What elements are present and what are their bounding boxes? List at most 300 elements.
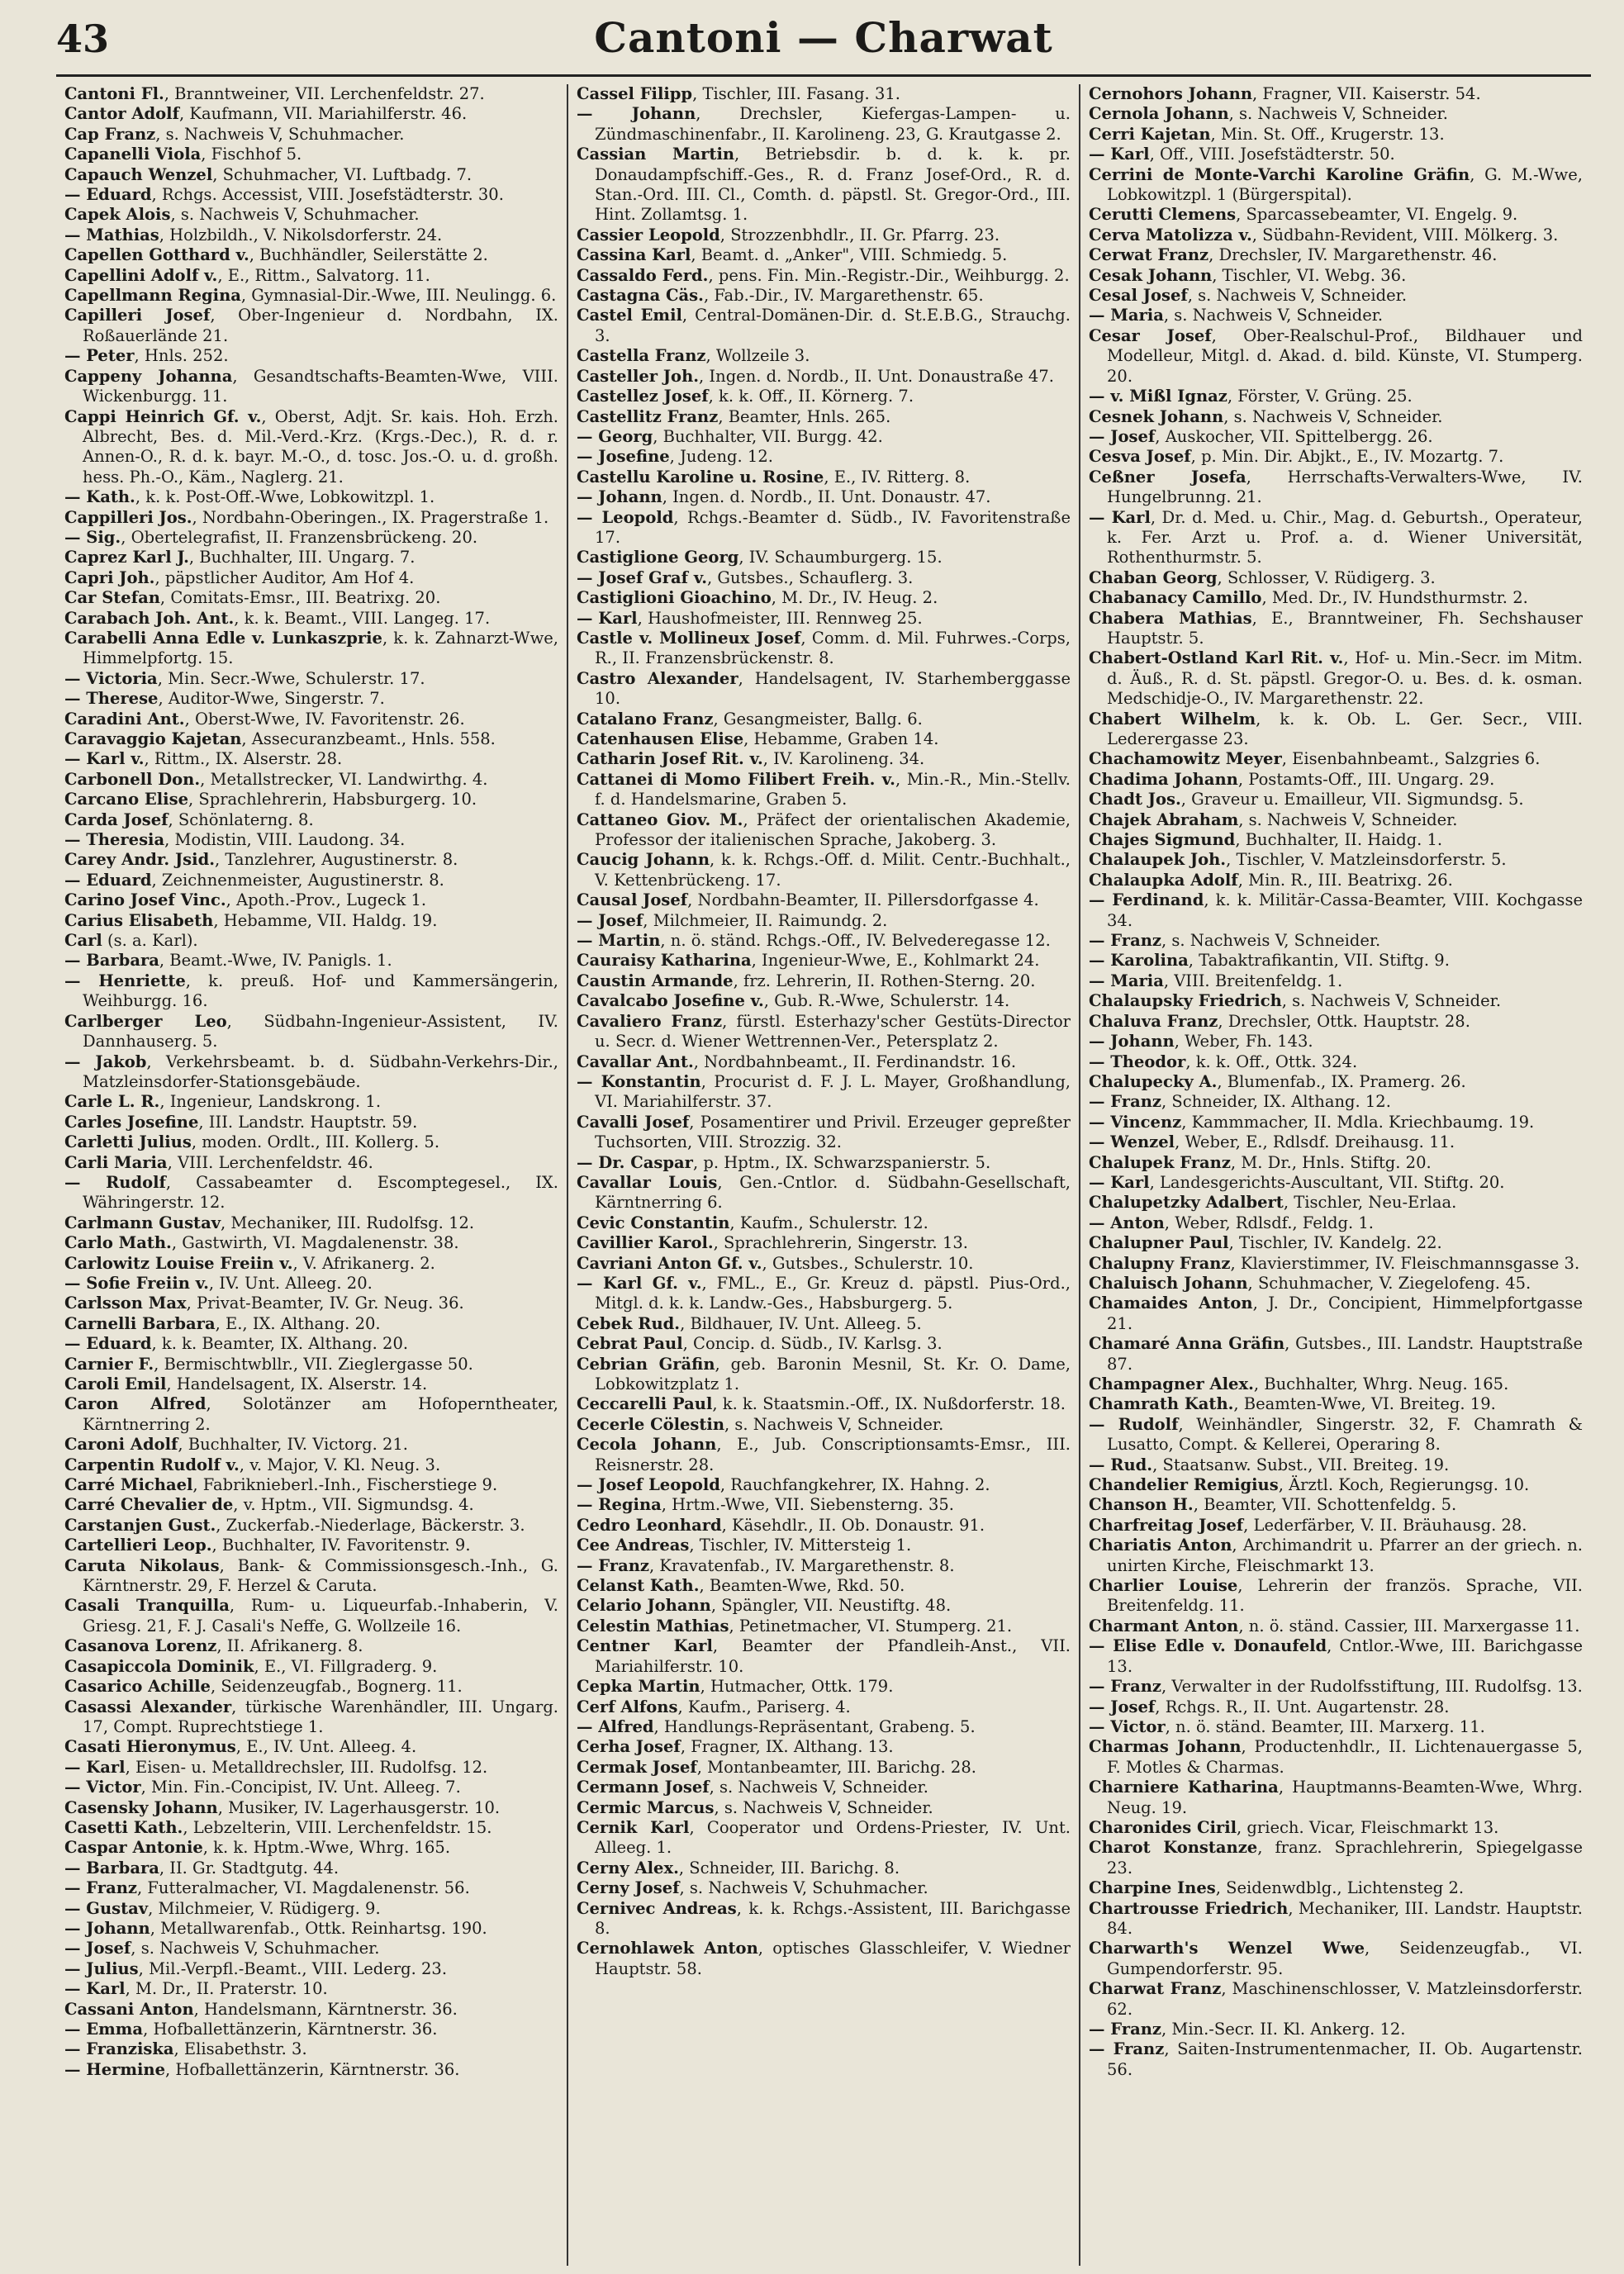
entry-name: Castellez Josef xyxy=(577,387,709,406)
entry-details: , IV. Unt. Alleeg. 20. xyxy=(208,1273,373,1293)
entry-details: , Kaufmann, VII. Mariahilferstr. 46. xyxy=(178,104,468,124)
entry-details: , n. ö. ständ. Cassier, III. Marxergasse 11. xyxy=(1238,1616,1580,1635)
entry-name: — Vincenz xyxy=(1089,1112,1182,1132)
entry-name: Carbonell Don. xyxy=(64,769,201,789)
entry-details: , Weber, Fh. 143. xyxy=(1174,1032,1313,1052)
entry-details: , Hof- u. Min.-Secr. im Mitm. d. Äuß., R. d. St. päpstl. Gregor-O. u. Bes. d. k. osman. Medschidje-O., IV. Margarethenstr. 22. xyxy=(1107,648,1583,709)
entry-details: , Solotänzer am Hofoperntheater, Kärntnerring 2. xyxy=(83,1394,558,1434)
entry-details: , Bildhauer, IV. Unt. Alleeg. 5. xyxy=(680,1313,922,1333)
column-left xyxy=(56,84,567,2266)
directory-entry xyxy=(1089,2020,1583,2039)
directory-entry xyxy=(64,2000,558,2020)
entry-details: , s. Nachweis V, Schneider. xyxy=(1238,809,1458,829)
entry-name: — Franz xyxy=(1089,1092,1161,1112)
directory-entry xyxy=(64,226,558,245)
entry-name: — Emma xyxy=(64,2020,144,2039)
entry-details: , Gutsbes., III. Landstr. Hauptstraße 87. xyxy=(1107,1334,1583,1374)
directory-entry xyxy=(64,346,558,366)
entry-name: Cerf Alfons xyxy=(577,1697,678,1716)
directory-entry xyxy=(1089,810,1583,830)
directory-entry xyxy=(577,508,1071,548)
entry-name: — Julius xyxy=(64,1958,139,1978)
entry-details: , s. Nachweis V, Schneider. xyxy=(1187,286,1408,306)
directory-entry xyxy=(1089,205,1583,225)
entry-details: , Concip. d. Südb., IV. Karlsg. 3. xyxy=(682,1334,943,1354)
entry-name: — Franz xyxy=(1089,2020,1161,2039)
entry-details: , Hofballettänzerin, Kärntnerstr. 36. xyxy=(165,2059,460,2079)
entry-details: , Privat-Beamter, IV. Gr. Neug. 36. xyxy=(186,1294,464,1313)
entry-name: Cavalli Josef xyxy=(577,1112,690,1132)
entry-name: — Dr. Caspar xyxy=(577,1152,693,1172)
directory-entry xyxy=(1089,890,1583,931)
directory-entry xyxy=(577,770,1071,810)
directory-entry xyxy=(64,1495,558,1515)
directory-entry xyxy=(1089,1495,1583,1515)
entry-details: , Ober-Realschul-Prof., Bildhauer und Modelleur, Mitgl. d. Akad. d. bild. Künste, VI. Stumperg. 20. xyxy=(1107,325,1583,386)
entry-name: — Barbara xyxy=(64,951,159,971)
entry-name: — Theresia xyxy=(64,830,165,850)
directory-entry xyxy=(64,145,558,164)
directory-entry xyxy=(64,84,558,104)
entry-name: — Josefine xyxy=(577,447,670,467)
entry-name: — Hermine xyxy=(64,2059,166,2079)
directory-entry xyxy=(577,1274,1071,1314)
entry-details: , Verkehrsbeamt. b. d. Südbahn-Verkehrs-Dir., Matzleinsdorfer-Stationsgebäude. xyxy=(83,1052,559,1091)
entry-name: Cerwat Franz xyxy=(1089,245,1209,265)
entry-name: Chabera Mathias xyxy=(1089,608,1252,628)
directory-entry xyxy=(64,245,558,265)
entry-name: Centner Karl xyxy=(577,1636,713,1656)
entry-details: , Min. St. Off., Krugerstr. 13. xyxy=(1210,124,1445,144)
entry-name: Cerutti Clemens xyxy=(1089,205,1237,225)
entry-details: , Metallstrecker, VI. Landwirthg. 4. xyxy=(200,769,488,789)
directory-entry xyxy=(64,1899,558,1919)
entry-name: — Leopold xyxy=(577,507,674,527)
entry-name: Cantor Adolf xyxy=(64,104,179,124)
entry-name: Carabelli Anna Edle v. Lunkaszprie xyxy=(64,628,382,648)
entry-details: , Oberst-Wwe, IV. Favoritenstr. 26. xyxy=(184,709,465,729)
entry-details: , k. k. Off., Ottk. 324. xyxy=(1185,1052,1358,1071)
directory-entry xyxy=(64,1737,558,1757)
directory-entry xyxy=(64,1455,558,1475)
entry-details: , Rittm., IX. Alserstr. 28. xyxy=(144,749,343,769)
entry-name: — Rud. xyxy=(1089,1455,1153,1474)
entry-details: , k. preuß. Hof- und Kammersängerin, Weihburgg. 16. xyxy=(83,971,558,1011)
directory-entry xyxy=(1089,850,1583,870)
directory-entry xyxy=(64,1132,558,1152)
directory-entry xyxy=(64,790,558,809)
directory-entry xyxy=(1089,1516,1583,1536)
entry-details: , Beamt. d. „Anker", VIII. Schmiedg. 5. xyxy=(691,245,1008,265)
entry-name: — Gustav xyxy=(64,1898,149,1918)
entry-name: Cesak Johann xyxy=(1089,265,1213,285)
directory-entry xyxy=(1089,468,1583,508)
entry-name: Cermann Josef xyxy=(577,1778,710,1797)
entry-details: , E., VI. Fillgraderg. 9. xyxy=(254,1656,438,1676)
directory-entry xyxy=(577,1435,1071,1475)
entry-name: Charwarth's Wenzel Wwe xyxy=(1089,1939,1365,1958)
entry-name: Chalupner Paul xyxy=(1089,1233,1229,1253)
entry-name: Castle v. Mollineux Josef xyxy=(577,628,801,648)
entry-details: , Klavierstimmer, IV. Fleischmannsgasse 3. xyxy=(1230,1253,1580,1273)
entry-details: , Productenhdlr., II. Lichtenauergasse 5, F. Motles & Charmas. xyxy=(1107,1737,1583,1777)
directory-entry xyxy=(577,1153,1071,1173)
entry-details: , fürstl. Esterhazy'scher Gestüts-Director u. Secr. d. Wiener Wettrennen-Ver., Petersplatz 2. xyxy=(595,1011,1071,1052)
directory-entry xyxy=(1089,145,1583,164)
directory-entry xyxy=(577,1052,1071,1072)
entry-details: , Drechsler, IV. Margarethenstr. 46. xyxy=(1209,245,1498,265)
entry-details: , Bermischtwbllr., VII. Zieglergasse 50. xyxy=(154,1354,473,1374)
directory-entry xyxy=(577,850,1071,890)
entry-name: Cebrat Paul xyxy=(577,1334,683,1354)
entry-details: , Bank- & Commissionsgesch.-Inh., G. Kärntnerstr. 29, F. Herzel & Caruta. xyxy=(83,1555,558,1596)
entry-details: , Cooperator und Ordens-Priester, IV. Unt. Alleeg. 1. xyxy=(595,1817,1071,1858)
directory-entry xyxy=(577,1213,1071,1233)
entry-details: , Verwalter in der Rudolfsstiftung, III. Rudolfsg. 13. xyxy=(1161,1677,1583,1697)
entry-name: Caron Alfred xyxy=(64,1394,207,1414)
directory-entry xyxy=(1089,749,1583,769)
entry-name: Carré Michael xyxy=(64,1475,193,1495)
entry-details: , k. k. Beamter, IX. Althang. 20. xyxy=(151,1334,409,1354)
entry-details: , Käsehdlr., II. Ob. Donaustr. 91. xyxy=(721,1515,985,1535)
directory-entry xyxy=(577,226,1071,245)
entry-details: , k. k. Rchgs.-Assistent, III. Barichgasse 8. xyxy=(595,1898,1071,1938)
entry-name: Cavillier Karol. xyxy=(577,1233,714,1253)
entry-details: , Lederfärber, V. II. Bräuhausg. 28. xyxy=(1243,1515,1527,1535)
entry-details: , Judeng. 12. xyxy=(669,447,773,467)
entry-details: , Nordbahn-Oberingen., IX. Pragerstraße 1. xyxy=(192,507,549,527)
directory-entry xyxy=(64,1294,558,1313)
entry-name: — Sofie Freiin v. xyxy=(64,1273,209,1293)
directory-entry xyxy=(64,810,558,830)
directory-entry xyxy=(1089,1193,1583,1213)
directory-entry xyxy=(1089,1616,1583,1636)
entry-details: , Buchhalter, VII. Burgg. 42. xyxy=(653,426,883,446)
directory-entry xyxy=(1089,447,1583,467)
entry-details: , Südbahn-Revident, VIII. Mölkerg. 3. xyxy=(1251,225,1559,244)
entry-details: , Rum- u. Liqueurfab.-Inhaberin, V. Griesg. 21, F. J. Casali's Neffe, G. Wollzeile 16. xyxy=(83,1596,558,1635)
entry-name: — Georg xyxy=(577,426,653,446)
entry-name: Cernivec Andreas xyxy=(577,1898,737,1918)
entry-name: Chalupecky A. xyxy=(1089,1071,1218,1091)
entry-details: , Südbahn-Ingenieur-Assistent, IV. Dannhauserg. 5. xyxy=(83,1011,558,1052)
entry-name: Cappilleri Jos. xyxy=(64,507,192,527)
entry-details: , Postamts-Off., III. Ungarg. 29. xyxy=(1237,769,1495,789)
entry-details: , s. Nachweis V, Schuhmacher. xyxy=(170,205,420,225)
entry-name: — Rudolf xyxy=(64,1172,166,1192)
entry-name: — Therese xyxy=(64,689,159,709)
directory-entry xyxy=(1089,1939,1583,1979)
entry-name: Cee Andreas xyxy=(577,1536,690,1555)
entry-details: , Kravatenfab., IV. Margarethenstr. 8. xyxy=(648,1555,955,1575)
entry-details: , Ingen. d. Nordb., II. Unt. Donaustr. 47. xyxy=(662,487,991,507)
entry-name: Caravaggio Kajetan xyxy=(64,729,242,748)
entry-name: Cedro Leonhard xyxy=(577,1515,722,1535)
entry-name: Carle L. R. xyxy=(64,1092,160,1112)
entry-name: Cavaliero Franz xyxy=(577,1011,723,1031)
entry-name: Caprez Karl J. xyxy=(64,548,189,567)
entry-details: , Auskocher, VII. Spittelbergg. 26. xyxy=(1155,426,1433,446)
entry-details: , Handelsmann, Kärntnerstr. 36. xyxy=(193,1999,458,2019)
directory-entry xyxy=(1089,830,1583,850)
directory-entry xyxy=(577,1878,1071,1898)
entry-name: Cerny Josef xyxy=(577,1878,680,1898)
directory-entry xyxy=(64,1556,558,1597)
directory-entry xyxy=(64,1092,558,1112)
entry-name: Chaluva Franz xyxy=(1089,1011,1218,1031)
directory-entry xyxy=(1089,931,1583,951)
directory-entry xyxy=(1089,971,1583,991)
entry-details: , Rchgs. R., II. Unt. Augartenstr. 28. xyxy=(1155,1697,1450,1716)
entry-details: , Min. Fin.-Concipist, IV. Unt. Alleeg. 7. xyxy=(140,1778,461,1797)
entry-name: Chandelier Remigius xyxy=(1089,1475,1279,1495)
entry-name: — Rudolf xyxy=(1089,1414,1179,1434)
directory-entry xyxy=(1089,407,1583,427)
entry-name: — Karl xyxy=(64,1757,126,1777)
directory-entry xyxy=(1089,710,1583,750)
entry-name: — Regina xyxy=(577,1495,662,1515)
entry-details: , Obertelegrafist, II. Franzensbrückeng. 20. xyxy=(121,527,478,547)
entry-name: Cecerle Cölestin xyxy=(577,1414,724,1434)
entry-name: Ceßner Josefa xyxy=(1089,467,1246,487)
directory-entry xyxy=(1089,1576,1583,1616)
directory-entry xyxy=(1089,1153,1583,1173)
entry-name: Cappeny Johanna xyxy=(64,366,233,386)
entry-name: Charfreitag Josef xyxy=(1089,1515,1244,1535)
directory-entry xyxy=(1089,266,1583,286)
directory-entry xyxy=(64,2020,558,2039)
directory-entry xyxy=(1089,770,1583,790)
entry-details: , Buchhändler, Seilerstätte 2. xyxy=(249,245,488,265)
entry-details: , Buchhalter, II. Haidg. 1. xyxy=(1235,830,1443,850)
entry-details: , Weinhändler, Singerstr. 32, F. Chamrath & Lusatto, Compt. & Kellerei, Operaring 8. xyxy=(1107,1414,1583,1455)
directory-entry xyxy=(1089,1294,1583,1334)
entry-name: Cecola Johann xyxy=(577,1435,717,1455)
entry-details: , k. k. Zahnarzt-Wwe, Himmelpfortg. 15. xyxy=(83,628,559,668)
directory-entry xyxy=(64,1919,558,1939)
entry-details: , Handelsagent, IV. Starhemberggasse 10. xyxy=(595,668,1071,709)
entry-details: , Fab.-Dir., IV. Margarethenstr. 65. xyxy=(703,286,984,306)
directory-entry xyxy=(1089,1374,1583,1394)
entry-details: , Betriebsdir. b. d. k. k. pr. Donaudampfschiff.-Ges., R. d. Franz Josef-Ord., R. d. Stan.-Ord. III. Cl., Comth. d. päpstl. St. Gregor-Ord., III. Hint. Zollamtsg. 1. xyxy=(595,145,1071,225)
directory-entry xyxy=(1089,871,1583,890)
directory-entry xyxy=(64,1859,558,1878)
entry-name: Cermak Josef xyxy=(577,1757,697,1777)
directory-entry xyxy=(577,447,1071,467)
directory-entry xyxy=(1089,245,1583,265)
directory-entry xyxy=(1089,790,1583,809)
entry-details: , Metallwarenfab., Ottk. Reinhartsg. 190. xyxy=(150,1918,487,1938)
entry-details: , Futteralmacher, VI. Magdalenenstr. 56. xyxy=(136,1878,470,1898)
entry-name: Champagner Alex. xyxy=(1089,1374,1254,1393)
directory-entry xyxy=(1089,286,1583,306)
directory-entry xyxy=(577,245,1071,265)
entry-details: , Beamten-Wwe, Rkd. 50. xyxy=(699,1576,905,1596)
directory-entry xyxy=(1089,1092,1583,1112)
entry-details: , Buchhalter, IV. Favoritenstr. 9. xyxy=(211,1536,471,1555)
directory-entry xyxy=(64,104,558,124)
entry-details: , Hebamme, VII. Haldg. 19. xyxy=(213,910,438,930)
directory-entry xyxy=(577,1495,1071,1515)
entry-details: , Nordbahn-Beamter, II. Pillersdorfgasse 4. xyxy=(687,890,1039,910)
entry-name: Cerrini de Monte-Varchi Karoline Gräfin xyxy=(1089,164,1470,184)
entry-name: Castro Alexander xyxy=(577,668,738,688)
entry-details: , Blumenfab., IX. Pramerg. 26. xyxy=(1217,1071,1466,1091)
directory-entry xyxy=(64,588,558,608)
entry-details: , Eisenbahnbeamt., Salzgries 6. xyxy=(1281,749,1541,769)
directory-entry xyxy=(577,1818,1071,1859)
entry-name: — Josef Graf v. xyxy=(577,567,707,587)
entry-details: , Fragner, VII. Kaiserstr. 54. xyxy=(1252,84,1481,103)
directory-entry xyxy=(1089,1012,1583,1032)
entry-name: Castagna Cäs. xyxy=(577,286,704,306)
directory-entry xyxy=(577,1556,1071,1576)
entry-details: , Hofballettänzerin, Kärntnerstr. 36. xyxy=(143,2020,438,2039)
entry-details: , J. Dr., Concipient, Himmelpfortgasse 21. xyxy=(1107,1294,1583,1333)
entry-name: — Franz xyxy=(1089,931,1161,951)
entry-name: Chamaides Anton xyxy=(1089,1294,1253,1313)
directory-entry xyxy=(577,1677,1071,1697)
entry-details: , Apoth.-Prov., Lugeck 1. xyxy=(226,890,427,910)
entry-name: Charniere Katharina xyxy=(1089,1778,1279,1797)
directory-entry xyxy=(64,1657,558,1677)
directory-entry xyxy=(64,508,558,528)
entry-name: Car Stefan xyxy=(64,588,160,608)
directory-entry xyxy=(64,1213,558,1233)
entry-name: Charot Konstanze xyxy=(1089,1838,1258,1858)
entry-details: , Zuckerfab.-Niederlage, Bäckerstr. 3. xyxy=(216,1515,525,1535)
directory-entry xyxy=(1089,1838,1583,1878)
entry-details: , E., IV. Unt. Alleeg. 4. xyxy=(235,1737,417,1757)
directory-entry xyxy=(577,1939,1071,1979)
entry-name: Cassier Leopold xyxy=(577,225,720,244)
directory-entry xyxy=(577,1717,1071,1737)
entry-details: , geb. Baronin Mesnil, St. Kr. O. Dame, Lobkowitzplatz 1. xyxy=(595,1354,1071,1393)
entry-name: Capellen Gotthard v. xyxy=(64,245,249,265)
entry-details: , Handelsagent, IX. Alserstr. 14. xyxy=(166,1374,428,1393)
entry-name: — Victoria xyxy=(64,668,158,688)
directory-entry xyxy=(64,266,558,286)
entry-details: , k. k. Hptm.-Wwe, Whrg. 165. xyxy=(202,1838,451,1858)
entry-name: — Barbara xyxy=(64,1858,159,1878)
entry-details: , pens. Fin. Min.-Registr.-Dir., Weihburgg. 2. xyxy=(708,265,1070,285)
directory-entry xyxy=(1089,1979,1583,2020)
directory-entry xyxy=(1089,991,1583,1011)
directory-entry xyxy=(64,2039,558,2059)
entry-name: Cattaneo Giov. M. xyxy=(577,809,743,829)
entry-details: , k. k. Post-Off.-Wwe, Lobkowitzpl. 1. xyxy=(135,487,435,507)
directory-entry xyxy=(1089,588,1583,608)
entry-details: , Fragner, IX. Althang. 13. xyxy=(680,1737,894,1757)
directory-entry xyxy=(64,749,558,769)
directory-entry xyxy=(64,407,558,488)
directory-entry xyxy=(1089,1334,1583,1374)
entry-details: , Sprachlehrerin, Habsburgerg. 10. xyxy=(188,790,477,809)
directory-entry xyxy=(64,1636,558,1656)
entry-name: Chalupetzky Adalbert xyxy=(1089,1193,1284,1213)
directory-entry xyxy=(64,1153,558,1173)
directory-entry xyxy=(577,1758,1071,1778)
entry-details: , Cassabeamter d. Escomptegesel., IX. Währingerstr. 12. xyxy=(83,1172,559,1213)
entry-details: , n. ö. ständ. Beamter, III. Marxerg. 11. xyxy=(1165,1716,1485,1736)
directory-entry xyxy=(1089,1899,1583,1939)
directory-entry xyxy=(577,629,1071,669)
directory-entry xyxy=(64,629,558,669)
directory-entry xyxy=(577,1173,1071,1213)
running-head: Cantoni — Charwat xyxy=(594,13,1053,62)
entry-name: Carl xyxy=(64,931,102,951)
directory-entry xyxy=(577,1778,1071,1797)
directory-entry xyxy=(577,1737,1071,1757)
entry-name: Chalupek Franz xyxy=(1089,1152,1231,1172)
entry-details: , Staatsanw. Subst., VII. Breiteg. 19. xyxy=(1152,1455,1450,1474)
entry-name: Cesar Josef xyxy=(1089,325,1212,345)
entry-name: Cernohors Johann xyxy=(1089,84,1253,103)
entry-details: , V. Afrikanerg. 2. xyxy=(292,1253,435,1273)
directory-entry xyxy=(577,1576,1071,1596)
entry-name: Carlmann Gustav xyxy=(64,1213,221,1232)
entry-name: — Josef xyxy=(64,1939,131,1958)
entry-details: , IV. Schaumburgerg. 15. xyxy=(738,548,943,567)
entry-name: Carlberger Leo xyxy=(64,1011,227,1031)
entry-details: , Spängler, VII. Neustiftg. 48. xyxy=(710,1596,952,1616)
entry-name: Cerri Kajetan xyxy=(1089,124,1211,144)
entry-name: — Karl xyxy=(1089,507,1151,527)
directory-entry xyxy=(577,1516,1071,1536)
entry-details: , Dr. d. Med. u. Chir., Mag. d. Geburtsh., Operateur, k. Fer. Arzt u. Prof. a. d. Wiener Universität, Rothenthurmstr. 5. xyxy=(1107,507,1583,567)
entry-name: Casati Hieronymus xyxy=(64,1737,236,1757)
directory-entry xyxy=(64,548,558,567)
entry-details: , griech. Vicar, Fleischmarkt 13. xyxy=(1237,1817,1499,1837)
directory-entry xyxy=(1089,1455,1583,1475)
directory-entry xyxy=(64,770,558,790)
entry-details: , Milchmeier, II. Raimundg. 2. xyxy=(643,910,888,930)
directory-entry xyxy=(64,1536,558,1555)
entry-name: Cernola Johann xyxy=(1089,104,1229,124)
entry-details: , Modistin, VIII. Laudong. 34. xyxy=(164,830,406,850)
entry-name: Casteller Joh. xyxy=(577,366,700,386)
directory-entry xyxy=(1089,1778,1583,1818)
entry-name: — Johann xyxy=(577,487,662,507)
entry-details: , s. Nachweis V, Schneider. xyxy=(714,1797,933,1817)
entry-details: , Gymnasial-Dir.-Wwe, III. Neulingg. 6. xyxy=(240,286,557,306)
entry-name: — Josef Leopold xyxy=(577,1475,720,1495)
entry-name: — Maria xyxy=(1089,971,1164,990)
entry-name: Chadima Johann xyxy=(1089,769,1238,789)
entry-name: Castellu Karoline u. Rosine xyxy=(577,467,824,487)
directory-entry xyxy=(64,850,558,870)
entry-details: , Förster, V. Grüng. 25. xyxy=(1227,387,1413,406)
entry-name: Carlo Math. xyxy=(64,1233,172,1253)
entry-name: Chariatis Anton xyxy=(1089,1536,1232,1555)
entry-details: , türkische Warenhändler, III. Ungarg. 17, Compt. Ruprechtstiege 1. xyxy=(83,1697,558,1736)
entry-details: , Schuhmacher, V. Ziegelofeng. 45. xyxy=(1247,1273,1531,1293)
entry-name: Cesva Josef xyxy=(1089,447,1191,467)
entry-name: — Karl xyxy=(1089,1172,1150,1192)
directory-entry xyxy=(64,1677,558,1697)
entry-details: , Lebzelterin, VIII. Lerchenfeldstr. 15. xyxy=(183,1817,492,1837)
entry-details: , s. Nachweis V, Schneider. xyxy=(709,1778,928,1797)
directory-entry xyxy=(577,568,1071,588)
entry-name: Capek Alois xyxy=(64,205,171,225)
entry-name: Casanova Lorenz xyxy=(64,1636,217,1656)
directory-entry xyxy=(577,84,1071,104)
entry-name: Carré Chevalier de xyxy=(64,1495,234,1515)
directory-entry xyxy=(1089,387,1583,406)
directory-entry xyxy=(1089,609,1583,649)
page-header xyxy=(56,0,1591,79)
entry-details: , Saiten-Instrumentenmacher, II. Ob. Augartenstr. 56. xyxy=(1107,2039,1583,2079)
